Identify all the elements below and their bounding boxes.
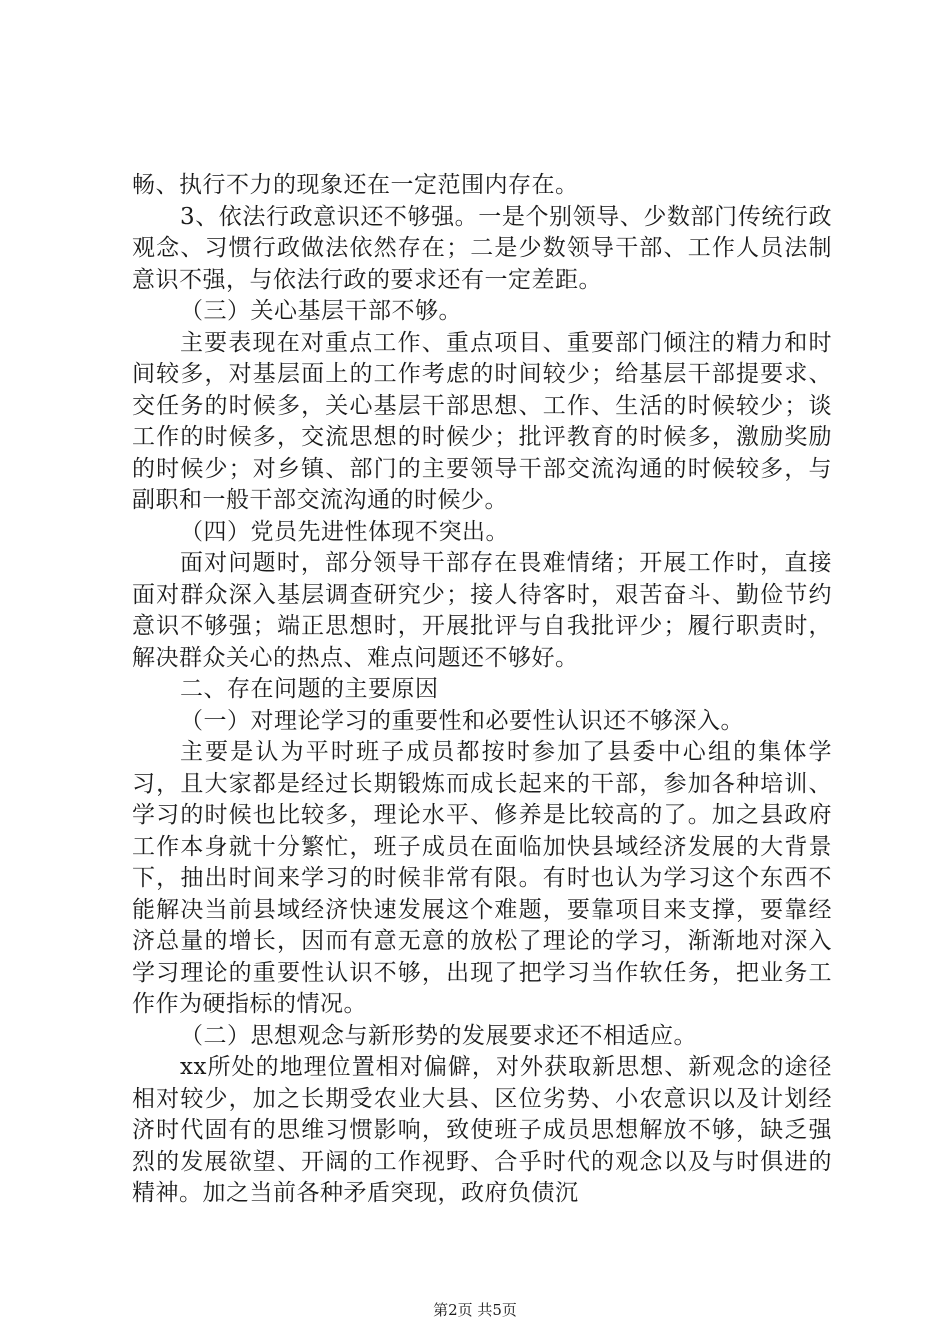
section-heading: 二、存在问题的主要原因 <box>180 676 439 702</box>
document-body <box>132 170 832 1210</box>
paragraph: 主要是认为平时班子成员都按时参加了县委中心组的集体学习，且大家都是经过长期锻炼而成长起来的干部，参加各种培训、学习的时候也比较多，理论水平、修养是比较高的了。加之县政府工作本身就十分繁忙，班子成员在面临加快县域经济发展的大背景下，抽出时间来学习的时候非常有限。有时也认为学习这个东西不能解决当前县域经济快速发展这个难题，要靠项目来支撑，要靠经济总量的增长，因而有意无意的放松了理论的学习，渐渐地对深入学习理论的重要性认识不够，出现了把学习当作软任务，把业务工作作为硬指标的情况。 <box>132 739 832 1017</box>
page-footer: 第2页 共5页 <box>433 1301 517 1319</box>
section-heading: （三）关心基层干部不够。 <box>180 298 462 324</box>
paragraph: 主要表现在对重点工作、重点项目、重要部门倾注的精力和时间较多，对基层面上的工作考虑的时间较少；给基层干部提要求、交任务的时候多，关心基层干部思想、工作、生活的时候较少；谈工作的时候多，交流思想的时候少；批评教育的时候多，激励奖励的时候少；对乡镇、部门的主要领导干部交流沟通的时候较多，与副职和一般干部交流沟通的时候少。 <box>132 329 832 513</box>
paragraph: 畅、执行不力的现象还在一定范围内存在。 <box>132 172 579 198</box>
paragraph: 3、依法行政意识还不够强。一是个别领导、少数部门传统行政观念、习惯行政做法依然存在；二是少数领导干部、工作人员法制意识不强，与依法行政的要求还有一定差距。 <box>132 203 832 293</box>
section-heading: （一）对理论学习的重要性和必要性认识还不够深入。 <box>180 707 744 734</box>
paragraph: xx所处的地理位置相对偏僻，对外获取新思想、新观念的途径相对较少，加之长期受农业大县、区位劣势、小农意识以及计划经济时代固有的思维习惯影响，致使班子成员思想解放不够，缺乏强烈的发展欲望、开阔的工作视野、合乎时代的观念以及与时俱进的精神。加之当前各种矛盾突现，政府负债沉 <box>132 1054 832 1206</box>
section-heading: （二）思想观念与新形势的发展要求还不相适应。 <box>180 1022 697 1049</box>
section-heading: （四）党员先进性体现不突出。 <box>180 518 509 545</box>
paragraph: 面对问题时，部分领导干部存在畏难情绪；开展工作时，直接面对群众深入基层调查研究少；接人待客时，艰苦奋斗、勤俭节约意识不够强；端正思想时，开展批评与自我批评少；履行职责时，解决群众关心的热点、难点问题还不够好。 <box>132 550 832 671</box>
